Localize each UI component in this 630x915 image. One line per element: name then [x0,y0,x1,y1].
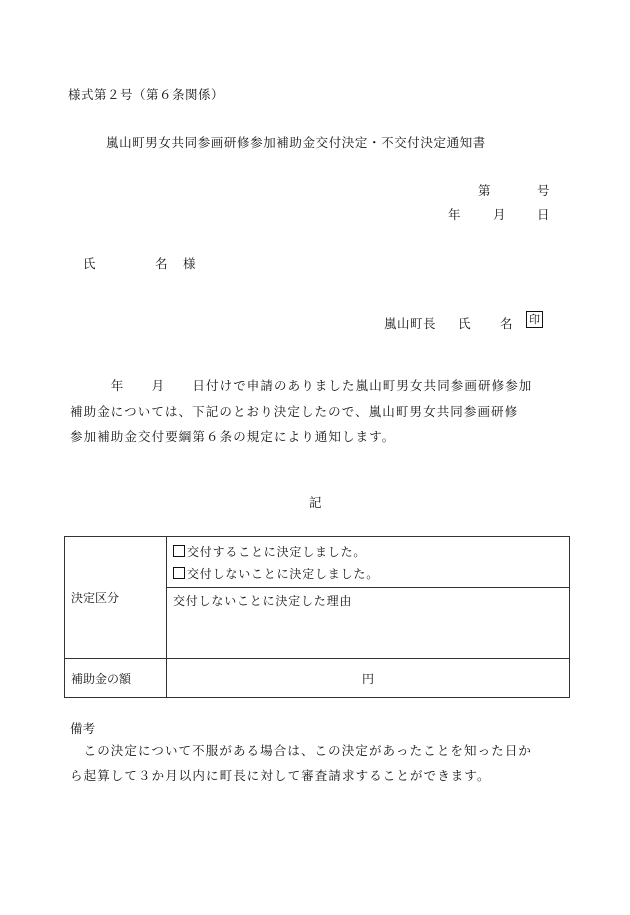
notes-line: ら起算して３か月以内に町長に対して審査請求することができます。 [70,768,491,783]
body-line: 参加補助金交付要綱第６条の規定により通知します。 [70,429,396,444]
reason-cell: 交付しないことに決定した理由 [167,588,570,659]
issuer-title: 嵐山町長 [384,316,437,331]
date-day: 日 [537,207,550,222]
checkbox-icon[interactable] [173,545,185,557]
addressee-sama: 様 [183,256,196,271]
ki-heading: 記 [309,495,322,510]
seal-icon: 印 [526,311,543,328]
decision-label: 決定区分 [65,537,167,659]
document-title: 嵐山町男女共同参画研修参加補助金交付決定・不交付決定通知書 [106,135,486,150]
option-deny-label: 交付しないことに決定しました。 [187,567,380,581]
addressee-shi: 氏 [83,256,96,271]
reference-go: 号 [537,183,550,198]
date-year: 年 [448,207,461,222]
notes-line: この決定について不服がある場合は、この決定があったことを知った日か [70,743,533,758]
decision-table [64,536,570,698]
notes-title: 備考 [70,721,96,736]
amount-label: 補助金の額 [65,659,167,698]
option-grant[interactable] [173,541,563,563]
checkbox-icon[interactable] [173,567,185,579]
notes-paragraph [70,738,570,788]
body-line: 年 月 日付けで申請のありました嵐山町男女共同参画研修参加 [70,378,533,393]
body-paragraph [70,373,570,450]
option-grant-label: 交付することに決定しました。 [187,545,367,559]
date-month: 月 [493,207,506,222]
issuer-mei: 名 [500,316,513,331]
issuer-shi: 氏 [458,316,471,331]
option-deny[interactable] [173,563,563,585]
body-line: 補助金については、下記のとおり決定したので、嵐山町男女共同参画研修 [70,403,519,419]
addressee-mei: 名 [155,256,168,271]
reference-dai: 第 [478,183,491,198]
amount-value: 円 [167,659,570,698]
form-number: 様式第２号（第６条関係） [68,87,225,102]
decision-options [167,537,570,588]
